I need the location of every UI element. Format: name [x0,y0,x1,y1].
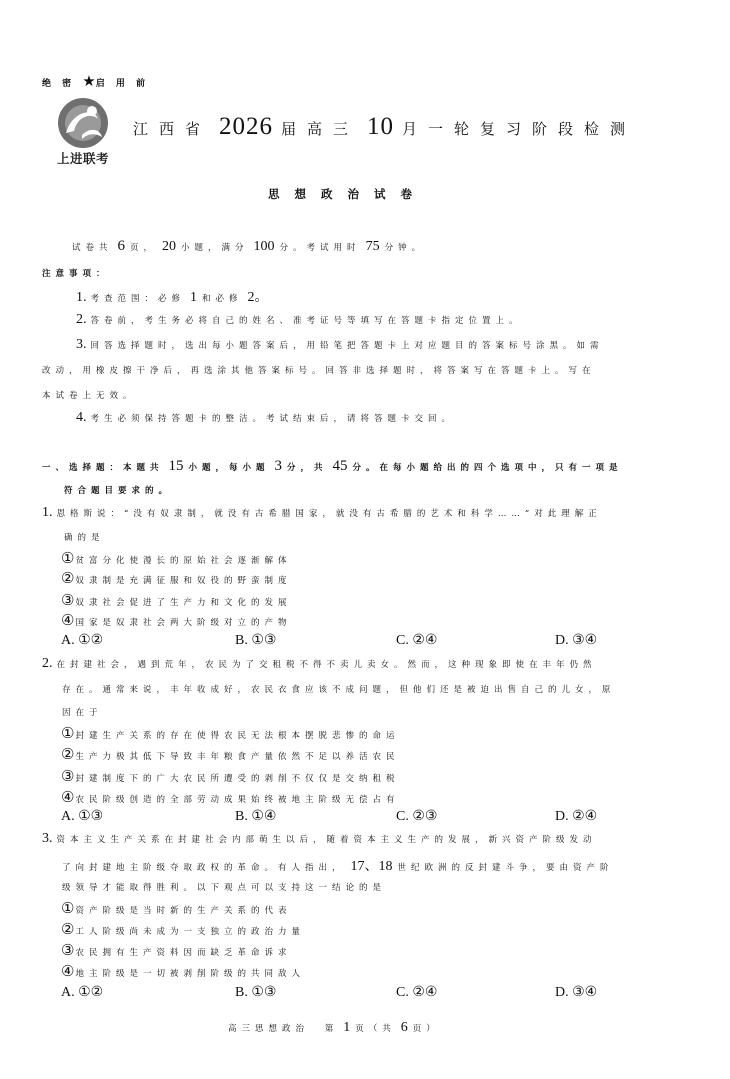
question-3-item [61,920,305,938]
question-3-item [61,941,291,959]
section-count: 15 [168,458,184,474]
note-4 [76,410,455,426]
question-text: 恩格斯说：“没有奴隶制，就没有古希腊国家，就没有古希腊的艺术和科学……”对此理解正 [56,509,602,519]
note-1 [76,286,274,306]
logo-icon [52,97,114,153]
question-text: 了向封建地主阶级夺取政权的革命。有人指出， [62,863,346,873]
logo-text: 上进联考 [56,151,109,166]
exam-intro [72,238,425,255]
section-total: 45 [332,458,348,474]
note-number: 3. [76,337,87,352]
item-text: 地主阶级是一切被剥削阶级的共同敌人 [75,969,305,979]
item-marker: ② [61,569,75,587]
note-2 [76,312,523,328]
question-3-item [61,899,291,917]
option-b[interactable]: B. ①③ [235,633,277,648]
note-text: 考查范围：必修 [90,294,186,304]
item-marker: ① [61,549,75,567]
question-1-item [61,549,291,567]
option-c[interactable]: C. ②③ [396,809,438,824]
option-a[interactable]: A. ①② [61,985,104,1000]
note-text: 答卷前，考生务必将自己的姓名、准考证号等填写在答题卡指定位置上。 [90,316,523,326]
title-exam: 月一轮复习阶段检测 [402,120,637,138]
option-a[interactable]: A. ①③ [61,809,104,824]
century-numbers: 17、18 [350,859,393,874]
option-c[interactable]: C. ②④ [396,985,438,1000]
intro-text: 页， [130,243,158,253]
item-text: 贫富分化使漫长的原始社会逐渐解体 [75,556,292,566]
question-2-stem-line-3: 因在于 [62,708,103,718]
confidentiality-mark [42,72,149,90]
question-1-stem-line-2: 确的是 [64,533,105,543]
question-count: 20 [162,239,177,254]
question-1-item [61,611,291,629]
notes-heading: 注意事项： [42,269,110,279]
question-number: 1. [42,505,53,520]
question-2-item [61,788,399,806]
intro-text: 试卷共 [72,243,113,253]
footer-text: 页） [412,1024,440,1034]
question-3-stem [42,831,597,847]
item-text: 封建制度下的广大农民所遭受的剥削不仅仅是交纳租税 [75,774,400,784]
footer-text: 页（共 [355,1024,396,1034]
item-text: 工人阶级尚未成为一支独立的政治力量 [75,927,305,937]
question-2-item [61,767,399,785]
title-year: 2026 [219,113,274,140]
item-marker: ③ [61,767,75,785]
subject-title: 思想政治试卷 [268,187,427,201]
question-3-item [61,962,305,980]
note-value: 1 [190,290,198,305]
intro-text: 分。考试用时 [279,243,361,253]
item-text: 封建生产关系的存在使得农民无法根本摆脱悲惨的命运 [75,731,400,741]
title-grade: 届高三 [281,120,360,138]
note-3 [76,337,604,353]
confidential-label: 绝 密 [42,79,76,89]
item-marker: ③ [61,591,75,609]
footer-text: 第 [324,1024,339,1034]
item-marker: ① [61,899,75,917]
question-2-stem [42,656,597,672]
item-marker: ④ [61,788,75,806]
question-text: 资本主义生产关系在封建社会内部萌生以后，随着资本主义生产的发展，新兴资产阶级发动 [56,835,597,845]
option-d[interactable]: D. ②④ [555,809,598,824]
item-text: 农民拥有生产资料因而缺乏革命诉求 [75,948,292,958]
item-marker: ④ [61,962,75,980]
section-heading [42,458,623,475]
question-number: 3. [42,831,53,846]
note-text: 和必修 [202,294,243,304]
item-text: 奴隶制是充满征服和奴役的野蛮制度 [75,576,292,586]
note-text: 回答选择题时，选出每小题答案后，用铅笔把答题卡上对应题目的答案标号涂黑。如需 [90,341,604,351]
item-text: 国家是奴隶社会两大阶级对立的产物 [75,618,292,628]
question-1-item [61,569,291,587]
section-text: 分。在每小题给出的四个选项中，只有一项是 [352,463,623,473]
section-each-score: 3 [274,458,283,474]
note-text: 考生必须保持答题卡的整洁。考试结束后，请将答题卡交回。 [90,414,456,424]
before-use-label: 启 用 前 [95,79,150,89]
note-number: 2. [76,312,87,327]
question-3-stem-line-2 [62,855,614,875]
question-3-stem-line-3: 级领导才能取得胜利。以下观点可以支持这一结论的是 [62,883,387,893]
question-2-item [61,745,399,763]
intro-text: 分钟。 [384,243,426,253]
note-3-line-2: 改动，用橡皮擦干净后，再选涂其他答案标号。回答非选择题时，将答案写在答题卡上。写在 [42,366,596,376]
page-count: 6 [117,238,126,254]
full-score: 100 [253,239,275,254]
option-b[interactable]: B. ①④ [235,809,277,824]
star-icon: ★ [82,72,96,90]
item-marker: ③ [61,941,75,959]
item-text: 资产阶级是当时新的生产关系的代表 [75,906,292,916]
footer-subject: 高三思想政治 [228,1024,310,1034]
item-text: 奴隶社会促进了生产力和文化的发展 [75,598,292,608]
question-2-stem-line-2: 存在。通常来说，丰年收成好，农民衣食应该不成问题，但他们还是被迫出售自己的儿女，原 [62,685,616,695]
note-number: 4. [76,410,87,425]
title-month: 10 [367,113,395,140]
item-marker: ② [61,745,75,763]
exam-logo [52,97,114,165]
option-b[interactable]: B. ①③ [235,985,277,1000]
option-c[interactable]: C. ②④ [396,633,438,648]
item-marker: ④ [61,611,75,629]
time-limit: 75 [365,239,380,254]
option-a[interactable]: A. ①② [61,633,104,648]
item-text: 农民阶级创造的全部劳动成果始终被地主阶级无偿占有 [75,795,400,805]
question-text: 世纪欧洲的反封建斗争，要由资产阶 [397,863,614,873]
question-1-stem [42,505,602,521]
note-number: 1. [76,290,87,305]
title-province: 江西省 [133,120,212,138]
note-3-line-3: 本试卷上无效。 [42,391,137,401]
page-number: 1 [343,1020,351,1035]
total-pages: 6 [400,1020,408,1035]
exam-title [133,113,636,141]
option-d[interactable]: D. ③④ [555,633,598,648]
question-1-item [61,591,291,609]
section-heading-line-2: 符合题目要求的。 [64,486,173,496]
option-d[interactable]: D. ③④ [555,985,598,1000]
page-footer [228,1020,440,1036]
intro-text: 小题，满分 [181,243,249,253]
section-text: 分，共 [287,463,328,473]
item-marker: ① [61,724,75,742]
item-marker: ② [61,920,75,938]
section-text: 小题，每小题 [188,463,270,473]
question-number: 2. [42,656,53,671]
question-2-item [61,724,399,742]
note-value: 2。 [247,290,269,305]
item-text: 生产力极其低下导致丰年粮食产量依然不足以养活农民 [75,752,400,762]
section-text: 一、选择题：本题共 [42,463,164,473]
question-text: 在封建社会，遇到荒年，农民为了交租税不得不卖儿卖女。然而，这种现象即使在丰年仍然 [56,660,597,670]
